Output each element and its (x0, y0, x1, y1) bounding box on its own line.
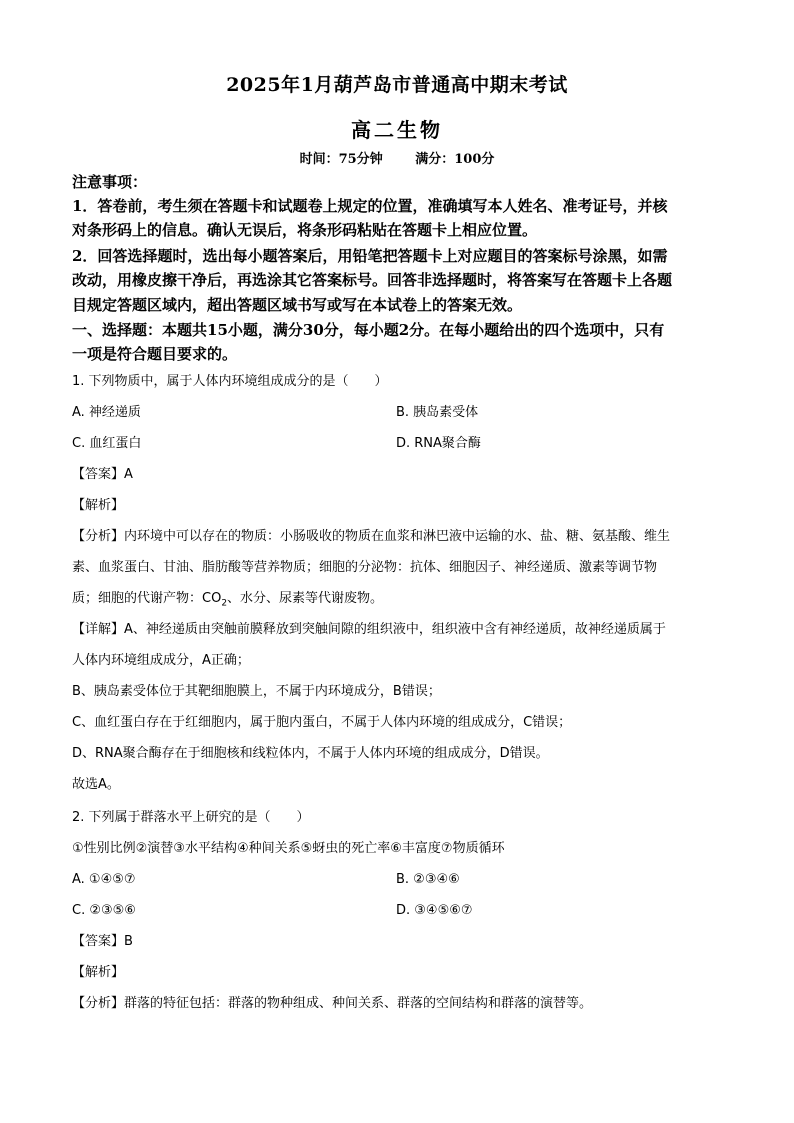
q2-option-a: A. ①④⑤⑦ (72, 872, 136, 887)
q1-fenxi-line-2: 素、血浆蛋白、甘油、脂肪酸等营养物质；细胞的分泌物：抗体、细胞因子、神经递质、激素等调节物 (72, 560, 658, 575)
subject-title: 高二生物 (351, 118, 443, 142)
q1-fenxi-line-1: 【分析】内环境中可以存在的物质：小肠吸收的物质在血浆和淋巴液中运输的水、盐、糖、氨基酸、维生 (72, 529, 671, 544)
q1-conclusion: 故选A。 (72, 777, 120, 792)
co2-subscript: 2 (221, 598, 228, 609)
section-1-line-2: 一项是符合题目要求的。 (72, 345, 238, 363)
q1-xiangjie-line-1: 【详解】A、神经递质由突触前膜释放到突触间隙的组织液中，组织液中含有神经递质，故神经递质属于 (72, 622, 666, 637)
exam-time: 时间：75分钟 (299, 152, 383, 167)
notice-item-1-line-1: 1．答卷前，考生须在答题卡和试题卷上规定的位置，准确填写本人姓名、准考证号，并核 (72, 197, 668, 215)
notice-heading: 注意事项： (72, 173, 148, 191)
q1-analysis-tag: 【解析】 (72, 498, 125, 513)
q1-option-d-explanation: D、RNA聚合酶存在于细胞核和线粒体内，不属于人体内环境的组成成分，D错误。 (72, 746, 549, 761)
exam-meta (0, 148, 794, 167)
notice-item-1-line-2: 对条形码上的信息。确认无误后，将条形码粘贴在答题卡上相应位置。 (72, 221, 538, 239)
q2-option-d: D. ③④⑤⑥⑦ (396, 903, 473, 918)
q1-fenxi-line-3a: 质；细胞的代谢产物：CO (72, 591, 222, 606)
q1-option-a: A. 神经递质 (72, 405, 141, 420)
q1-stem: 1. 下列物质中，属于人体内环境组成成分的是（ ） (72, 374, 388, 389)
q1-option-d: D. RNA聚合酶 (396, 436, 481, 451)
q2-answer: 【答案】B (72, 934, 133, 949)
exam-title: 2025年1月葫芦岛市普通高中期末考试 (226, 74, 568, 96)
q1-option-c: C. 血红蛋白 (72, 436, 142, 451)
q1-option-b-explanation: B、胰岛素受体位于其靶细胞膜上，不属于内环境成分，B错误； (72, 684, 441, 699)
q1-fenxi-line-3 (72, 589, 722, 614)
q2-option-c: C. ②③⑤⑥ (72, 903, 136, 918)
q1-fenxi-line-3b: 、水分、尿素等代谢废物。 (227, 591, 384, 606)
q1-answer: 【答案】A (72, 467, 133, 482)
section-1-line-1: 一、选择题：本题共15小题，满分30分，每小题2分。在每小题给出的四个选项中，只有 (72, 321, 665, 339)
q2-items: ①性别比例②演替③水平结构④种间关系⑤蚜虫的死亡率⑥丰富度⑦物质循环 (72, 841, 505, 856)
notice-item-2-line-2: 改动，用橡皮擦干净后，再选涂其它答案标号。回答非选择题时，将答案写在答题卡上各题 (72, 271, 673, 289)
notice-item-2-line-1: 2．回答选择题时，选出每小题答案后，用铅笔把答题卡上对应题目的答案标号涂黑，如需 (72, 247, 668, 265)
q2-stem: 2. 下列属于群落水平上研究的是（ ） (72, 810, 310, 825)
q2-fenxi-line-1: 【分析】群落的特征包括：群落的物种组成、种间关系、群落的空间结构和群落的演替等。 (72, 996, 593, 1011)
q1-option-c-explanation: C、血红蛋白存在于红细胞内，属于胞内蛋白，不属于人体内环境的组成成分，C错误； (72, 715, 572, 730)
q2-analysis-tag: 【解析】 (72, 965, 125, 980)
exam-score: 满分：100分 (415, 152, 495, 167)
notice-item-2-line-3: 目规定答题区域内，超出答题区域书写或写在本试卷上的答案无效。 (72, 296, 523, 314)
q2-option-b: B. ②③④⑥ (396, 872, 460, 887)
q1-option-b: B. 胰岛素受体 (396, 405, 479, 420)
q1-xiangjie-line-2: 人体内环境组成成分，A正确； (72, 653, 250, 668)
